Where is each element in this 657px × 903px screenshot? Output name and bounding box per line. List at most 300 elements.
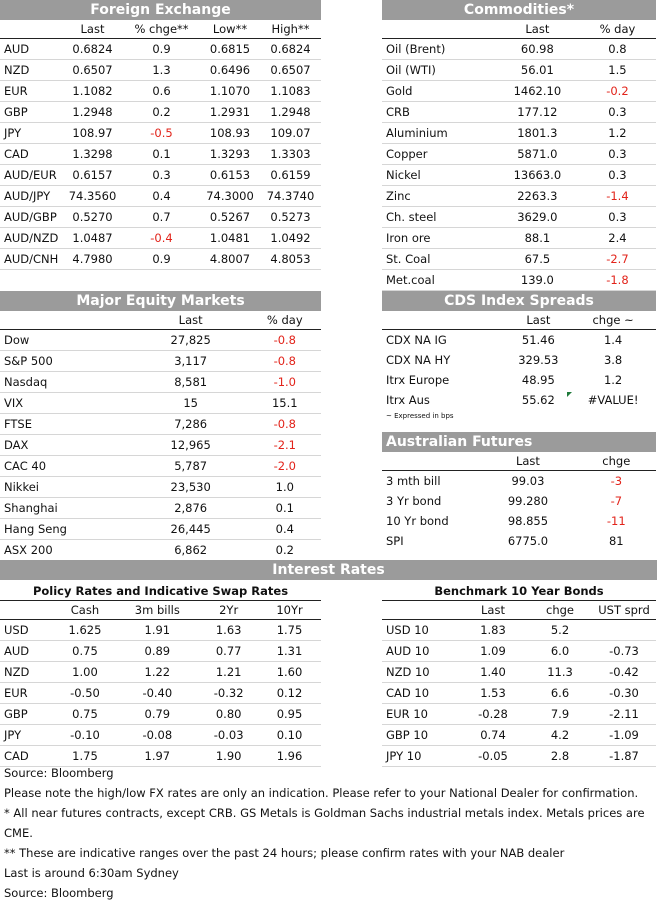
table-row xyxy=(0,372,321,393)
cell-value: 139.0 xyxy=(496,270,579,291)
cell-value: 1.90 xyxy=(199,746,258,767)
cell-value: 1801.3 xyxy=(496,123,579,144)
cds-title: CDS Index Spreads xyxy=(382,291,656,311)
cell-value: 1.2 xyxy=(579,123,656,144)
equity-title: Major Equity Markets xyxy=(0,291,321,311)
cell-value: 74.3560 xyxy=(62,186,123,207)
table-row xyxy=(382,186,656,207)
header-row xyxy=(0,601,321,620)
cell-value: 2.4 xyxy=(579,228,656,249)
row-label: Gold xyxy=(382,81,496,102)
cds-footnote: ~ Expressed in bps xyxy=(386,412,454,420)
row-label: NZD xyxy=(0,662,55,683)
cell-value: 1.1082 xyxy=(62,81,123,102)
cell-value: 0.89 xyxy=(115,641,199,662)
row-label: AUD xyxy=(0,39,62,60)
equity-panel xyxy=(0,291,321,561)
row-label: EUR xyxy=(0,683,55,704)
column-header xyxy=(382,20,496,39)
cell-value: 0.1 xyxy=(249,498,321,519)
cell-value: 0.2 xyxy=(249,540,321,561)
cell-value: -1.8 xyxy=(579,270,656,291)
cell-value: -0.42 xyxy=(592,662,656,683)
cell-value: 0.1 xyxy=(123,144,200,165)
cell-value: #VALUE! xyxy=(570,390,656,410)
cell-value: 1.2948 xyxy=(62,102,123,123)
table-row xyxy=(382,207,656,228)
column-header: UST sprd xyxy=(592,601,656,620)
row-label: Copper xyxy=(382,144,496,165)
cell-value: -2.7 xyxy=(579,249,656,270)
table-row xyxy=(382,330,656,351)
table-row xyxy=(0,228,321,249)
row-label: CDX NA HY xyxy=(386,353,451,367)
cell-value: 0.6824 xyxy=(62,39,123,60)
cell-value: 0.12 xyxy=(258,683,321,704)
table-row xyxy=(382,81,656,102)
cell-value: 0.77 xyxy=(199,641,258,662)
table-row xyxy=(382,471,656,492)
cell-value: 88.1 xyxy=(496,228,579,249)
row-label: GBP 10 xyxy=(382,725,458,746)
table-row xyxy=(0,186,321,207)
cell-value: 7,286 xyxy=(133,414,249,435)
table-row xyxy=(382,123,656,144)
column-header: Last xyxy=(62,20,123,39)
cell-value: 0.2 xyxy=(123,102,200,123)
cell-value: 4.7980 xyxy=(62,249,123,270)
row-label: 3 mth bill xyxy=(386,474,441,488)
row-label: CAD xyxy=(0,144,62,165)
cell-value: -0.8 xyxy=(249,330,321,351)
cell-value: 5.2 xyxy=(528,620,592,641)
column-header: Last xyxy=(133,311,249,330)
header-row xyxy=(382,452,656,471)
cell-value: 0.5273 xyxy=(260,207,321,228)
cell-value: 1.21 xyxy=(199,662,258,683)
cell-value: 1.2931 xyxy=(200,102,260,123)
row-label: 10 Yr bond xyxy=(386,514,449,528)
table-row xyxy=(0,725,321,746)
commodities-table xyxy=(382,20,656,291)
cell-value: 2263.3 xyxy=(496,186,579,207)
commodities-panel xyxy=(382,0,656,291)
row-label: Oil (Brent) xyxy=(382,39,496,60)
cell-value: 0.6824 xyxy=(260,39,321,60)
row-label: Shanghai xyxy=(0,498,133,519)
interest-title: Interest Rates xyxy=(0,560,657,580)
table-row xyxy=(0,393,321,414)
cell-value: 0.5270 xyxy=(62,207,123,228)
column-header xyxy=(382,452,479,471)
row-label: Nickel xyxy=(382,165,496,186)
column-header xyxy=(0,601,55,620)
cell-value: 1.4 xyxy=(603,333,623,347)
cell-value: 15 xyxy=(133,393,249,414)
cell-value: -0.4 xyxy=(123,228,200,249)
table-row xyxy=(382,531,656,551)
cell-value: 0.3 xyxy=(579,165,656,186)
cell-value: 0.6159 xyxy=(260,165,321,186)
policy-rates-panel xyxy=(0,583,321,767)
row-label: Itrx Aus xyxy=(386,393,430,407)
cell-value: -2.0 xyxy=(249,456,321,477)
column-header xyxy=(0,20,62,39)
cell-value: 0.3 xyxy=(123,165,200,186)
cds-panel xyxy=(382,291,656,422)
row-label: JPY 10 xyxy=(382,746,458,767)
table-row xyxy=(382,662,656,683)
cell-value: 0.80 xyxy=(199,704,258,725)
row-label: VIX xyxy=(0,393,133,414)
row-label: AUD/NZD xyxy=(0,228,62,249)
row-label: AUD/EUR xyxy=(0,165,62,186)
column-header: % day xyxy=(579,20,656,39)
cell-value: -0.5 xyxy=(123,123,200,144)
cell-value: 1.1070 xyxy=(200,81,260,102)
table-row xyxy=(382,641,656,662)
cell-value: 3629.0 xyxy=(496,207,579,228)
interest-panel xyxy=(0,560,657,580)
cell-value: 6.6 xyxy=(528,683,592,704)
cell-value: -1.0 xyxy=(249,372,321,393)
column-header: Last xyxy=(479,452,576,471)
note-time: Last is around 6:30am Sydney xyxy=(4,866,179,880)
column-header xyxy=(0,311,133,330)
cell-value: 0.4 xyxy=(249,519,321,540)
note-fx-disclaimer: Please note the high/low FX rates are only an indication. Please refer to your National Dealer for confirmation. xyxy=(4,786,639,800)
cell-value: 2,876 xyxy=(133,498,249,519)
table-row xyxy=(0,477,321,498)
cell-value: 108.93 xyxy=(200,123,260,144)
table-row xyxy=(382,725,656,746)
row-label: EUR 10 xyxy=(382,704,458,725)
row-label: Aluminium xyxy=(382,123,496,144)
table-row xyxy=(0,498,321,519)
fx-title: Foreign Exchange xyxy=(0,0,321,20)
cell-value: 1.625 xyxy=(55,620,116,641)
cell-value: 0.6507 xyxy=(62,60,123,81)
fx-table xyxy=(0,20,321,270)
cell-value: 81 xyxy=(608,534,624,548)
row-label: FTSE xyxy=(0,414,133,435)
cell-value: -0.30 xyxy=(592,683,656,704)
cell-value: -2.1 xyxy=(249,435,321,456)
column-header: % day xyxy=(249,311,321,330)
table-row xyxy=(0,540,321,561)
table-row xyxy=(0,165,321,186)
row-label: EUR xyxy=(0,81,62,102)
cell-value: 1.40 xyxy=(458,662,528,683)
cell-value: 56.01 xyxy=(496,60,579,81)
row-label: Zinc xyxy=(382,186,496,207)
cell-value: 0.4 xyxy=(123,186,200,207)
row-label: 3 Yr bond xyxy=(386,494,442,508)
table-row xyxy=(0,60,321,81)
row-label: USD xyxy=(0,620,55,641)
cell-value: -3 xyxy=(610,474,623,488)
cell-value: 0.75 xyxy=(55,704,116,725)
cell-value: -0.8 xyxy=(249,351,321,372)
cell-value: 4.2 xyxy=(528,725,592,746)
row-label: Oil (WTI) xyxy=(382,60,496,81)
table-row xyxy=(382,491,656,511)
cell-value: 1.83 xyxy=(458,620,528,641)
cell-value: 0.7 xyxy=(123,207,200,228)
cell-value: -0.03 xyxy=(199,725,258,746)
cell-value: -0.2 xyxy=(579,81,656,102)
equity-table xyxy=(0,311,321,561)
header-row xyxy=(0,311,321,330)
cell-value: -0.28 xyxy=(458,704,528,725)
cell-value: 0.6507 xyxy=(260,60,321,81)
futures-panel xyxy=(382,432,656,551)
row-label: AUD/CNH xyxy=(0,249,62,270)
cell-value: 0.3 xyxy=(579,207,656,228)
row-label: NZD xyxy=(0,60,62,81)
table-row xyxy=(0,414,321,435)
cell-value: -0.73 xyxy=(592,641,656,662)
column-header: Low** xyxy=(200,20,260,39)
table-row xyxy=(0,351,321,372)
table-row xyxy=(382,270,656,291)
table-row xyxy=(0,456,321,477)
table-row xyxy=(382,102,656,123)
cell-value: 6775.0 xyxy=(507,534,549,548)
futures-title: Australian Futures xyxy=(382,432,656,452)
cell-value: 1.96 xyxy=(258,746,321,767)
cell-value: 1.53 xyxy=(458,683,528,704)
column-header: chge xyxy=(577,452,656,471)
column-header: Last xyxy=(458,601,528,620)
cell-value: 15.1 xyxy=(249,393,321,414)
cell-value: 1.5 xyxy=(579,60,656,81)
table-row xyxy=(382,165,656,186)
fx-panel xyxy=(0,0,321,270)
row-label: St. Coal xyxy=(382,249,496,270)
row-label: Nasdaq xyxy=(0,372,133,393)
row-label: AUD 10 xyxy=(382,641,458,662)
table-row xyxy=(0,39,321,60)
cell-value: 1462.10 xyxy=(496,81,579,102)
table-row xyxy=(382,39,656,60)
note-ranges: ** These are indicative ranges over the past 24 hours; please confirm rates with your NAB dealer xyxy=(4,846,565,860)
cell-value: -0.50 xyxy=(55,683,116,704)
cell-value: 74.3000 xyxy=(200,186,260,207)
cell-value: 329.53 xyxy=(518,353,559,367)
row-label: Nikkei xyxy=(0,477,133,498)
cell-value: 1.3293 xyxy=(200,144,260,165)
cell-value: 6.0 xyxy=(528,641,592,662)
cell-value: 4.8053 xyxy=(260,249,321,270)
cell-value: 4.8007 xyxy=(200,249,260,270)
column-header: 2Yr xyxy=(199,601,258,620)
table-row xyxy=(0,662,321,683)
cell-value: 0.6496 xyxy=(200,60,260,81)
table-row xyxy=(382,144,656,165)
table-row xyxy=(382,511,656,531)
commodities-title: Commodities* xyxy=(382,0,656,20)
cell-value: 1.60 xyxy=(258,662,321,683)
cell-value: -0.08 xyxy=(115,725,199,746)
column-header: 3m bills xyxy=(115,601,199,620)
cell-value: 0.3 xyxy=(579,102,656,123)
table-row xyxy=(0,519,321,540)
bonds-subtitle: Benchmark 10 Year Bonds xyxy=(382,583,656,601)
cell-value: 0.6 xyxy=(123,81,200,102)
column-header: 10Yr xyxy=(258,601,321,620)
notes xyxy=(0,763,657,903)
table-row xyxy=(382,704,656,725)
cell-value: 2.8 xyxy=(528,746,592,767)
note-source-1: Source: Bloomberg xyxy=(4,766,114,780)
column-header: chge xyxy=(528,601,592,620)
cell-value: 1.3 xyxy=(123,60,200,81)
note-source-2: Source: Bloomberg xyxy=(4,886,114,900)
cell-value: 0.75 xyxy=(55,641,116,662)
table-row xyxy=(0,144,321,165)
row-label: GBP xyxy=(0,704,55,725)
row-label: DAX xyxy=(0,435,133,456)
cell-value: 3.8 xyxy=(603,353,623,367)
cell-value: 1.63 xyxy=(199,620,258,641)
cell-value: 67.5 xyxy=(496,249,579,270)
cell-value: -11 xyxy=(606,514,626,528)
row-label: USD 10 xyxy=(382,620,458,641)
cell-value: 1.22 xyxy=(115,662,199,683)
table-row xyxy=(0,641,321,662)
cell-value: 1.3298 xyxy=(62,144,123,165)
policy-rates-table xyxy=(0,601,321,767)
cell-value: 60.98 xyxy=(496,39,579,60)
cell-value: 11.3 xyxy=(528,662,592,683)
table-row xyxy=(0,683,321,704)
cell-value: -1.87 xyxy=(592,746,656,767)
table-row xyxy=(0,620,321,641)
cell-value: 1.0492 xyxy=(260,228,321,249)
cell-value: 74.3740 xyxy=(260,186,321,207)
row-label: ASX 200 xyxy=(0,540,133,561)
cell-value: 0.6153 xyxy=(200,165,260,186)
cell-value: 0.95 xyxy=(258,704,321,725)
column-header xyxy=(382,311,507,330)
note-futures: * All near futures contracts, except CRB. GS Metals is Goldman Sachs industrial metals index. Metals prices are CME. xyxy=(4,806,645,840)
cell-value: 98.855 xyxy=(507,514,549,528)
cell-value: 1.09 xyxy=(458,641,528,662)
bonds-table xyxy=(382,601,656,767)
cell-value: -7 xyxy=(610,494,623,508)
cell-value: 0.74 xyxy=(458,725,528,746)
table-row xyxy=(382,228,656,249)
column-header: chge ~ xyxy=(570,311,656,330)
row-label: NZD 10 xyxy=(382,662,458,683)
cell-value: 0.8 xyxy=(579,39,656,60)
cell-value: 0.6157 xyxy=(62,165,123,186)
table-row xyxy=(0,704,321,725)
table-row xyxy=(382,390,656,410)
cell-value: 1.0 xyxy=(249,477,321,498)
cell-value: 12,965 xyxy=(133,435,249,456)
cell-value: 0.5267 xyxy=(200,207,260,228)
bonds-panel xyxy=(382,583,656,767)
row-label: JPY xyxy=(0,725,55,746)
cell-value: 26,445 xyxy=(133,519,249,540)
cell-value: -2.11 xyxy=(592,704,656,725)
cell-value: 108.97 xyxy=(62,123,123,144)
column-header xyxy=(382,601,458,620)
futures-table xyxy=(382,452,656,551)
cell-value: 1.91 xyxy=(115,620,199,641)
cell-value: 109.07 xyxy=(260,123,321,144)
table-row xyxy=(0,81,321,102)
cell-value: -0.10 xyxy=(55,725,116,746)
table-row xyxy=(0,102,321,123)
cell-value: 1.0487 xyxy=(62,228,123,249)
row-label: CRB xyxy=(382,102,496,123)
row-label: CAD xyxy=(0,746,55,767)
cell-value: 0.79 xyxy=(115,704,199,725)
table-row xyxy=(382,620,656,641)
cell-value: 1.3303 xyxy=(260,144,321,165)
cell-value: 0.9 xyxy=(123,39,200,60)
cell-value: -1.09 xyxy=(592,725,656,746)
row-label: Met.coal xyxy=(382,270,496,291)
column-header: High** xyxy=(260,20,321,39)
cell-value: 23,530 xyxy=(133,477,249,498)
cell-value: 8,581 xyxy=(133,372,249,393)
cell-value: 27,825 xyxy=(133,330,249,351)
header-row xyxy=(0,20,321,39)
cell-value: 1.75 xyxy=(55,746,116,767)
cell-value: 1.1083 xyxy=(260,81,321,102)
row-label: CAD 10 xyxy=(382,683,458,704)
table-row xyxy=(382,60,656,81)
row-label: AUD/JPY xyxy=(0,186,62,207)
cell-value: 1.0481 xyxy=(200,228,260,249)
row-label: S&P 500 xyxy=(0,351,133,372)
cell-value: 3,117 xyxy=(133,351,249,372)
header-row xyxy=(382,601,656,620)
table-row xyxy=(382,249,656,270)
cell-value: 5871.0 xyxy=(496,144,579,165)
cell-value: 1.97 xyxy=(115,746,199,767)
cell-value: -0.40 xyxy=(115,683,199,704)
cell-value: 1.2 xyxy=(603,373,623,387)
cell-value: 0.6815 xyxy=(200,39,260,60)
header-row xyxy=(382,311,656,330)
table-row xyxy=(0,123,321,144)
row-label: CDX NA IG xyxy=(386,333,447,347)
header-row xyxy=(382,20,656,39)
cell-value: 0.3 xyxy=(579,144,656,165)
cell-value: 0.9 xyxy=(123,249,200,270)
table-row xyxy=(0,249,321,270)
cell-value: 99.03 xyxy=(511,474,545,488)
row-label: Itrx Europe xyxy=(386,373,450,387)
cell-value: 1.31 xyxy=(258,641,321,662)
cell-value: 99.280 xyxy=(507,494,549,508)
table-row xyxy=(0,435,321,456)
table-row xyxy=(382,683,656,704)
row-label: GBP xyxy=(0,102,62,123)
cell-value: 7.9 xyxy=(528,704,592,725)
row-label: AUD/GBP xyxy=(0,207,62,228)
cell-value: 48.95 xyxy=(521,373,555,387)
row-label: JPY xyxy=(0,123,62,144)
cell-value: 1.00 xyxy=(55,662,116,683)
column-header: % chge** xyxy=(123,20,200,39)
cell-value: 0.10 xyxy=(258,725,321,746)
